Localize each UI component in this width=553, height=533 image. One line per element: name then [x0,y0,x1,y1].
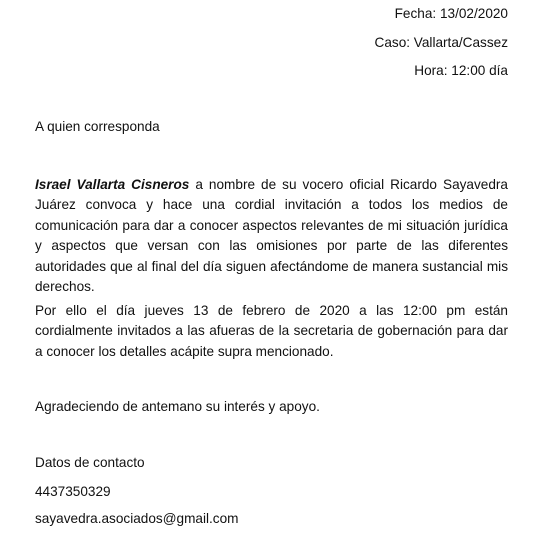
contact-phone: 4437350329 [35,484,111,499]
sender-name: Israel Vallarta Cisneros [35,177,190,192]
body-paragraph-1 [35,175,508,297]
closing-line: Agradeciendo de antemano su interés y apoyo. [35,399,320,414]
body-paragraph-1-text: a nombre de su vocero oficial Ricardo Sayavedra Juárez convoca y hace una cordial invitación a todos los medios de comunicación para dar a conocer aspectos relevantes de mi situación jurídica y aspectos que versan con las omisiones por parte de las diferentes autoridades que al final del día siguen afectándome de manera sustancial mis derechos. [35,177,508,295]
contact-email: sayavedra.asociados@gmail.com [35,511,239,526]
body-paragraph-2: Por ello el día jueves 13 de febrero de 2020 a las 12:00 pm están cordialmente invitados a las afueras de la secretaria de gobernación para dar a conocer los detalles acápite supra mencionado. [35,303,508,359]
time-line: Hora: 12:00 día [414,63,508,78]
salutation: A quien corresponda [35,119,160,134]
contact-heading: Datos de contacto [35,455,145,470]
case-line: Caso: Vallarta/Cassez [374,35,508,50]
date-line: Fecha: 13/02/2020 [394,6,508,21]
